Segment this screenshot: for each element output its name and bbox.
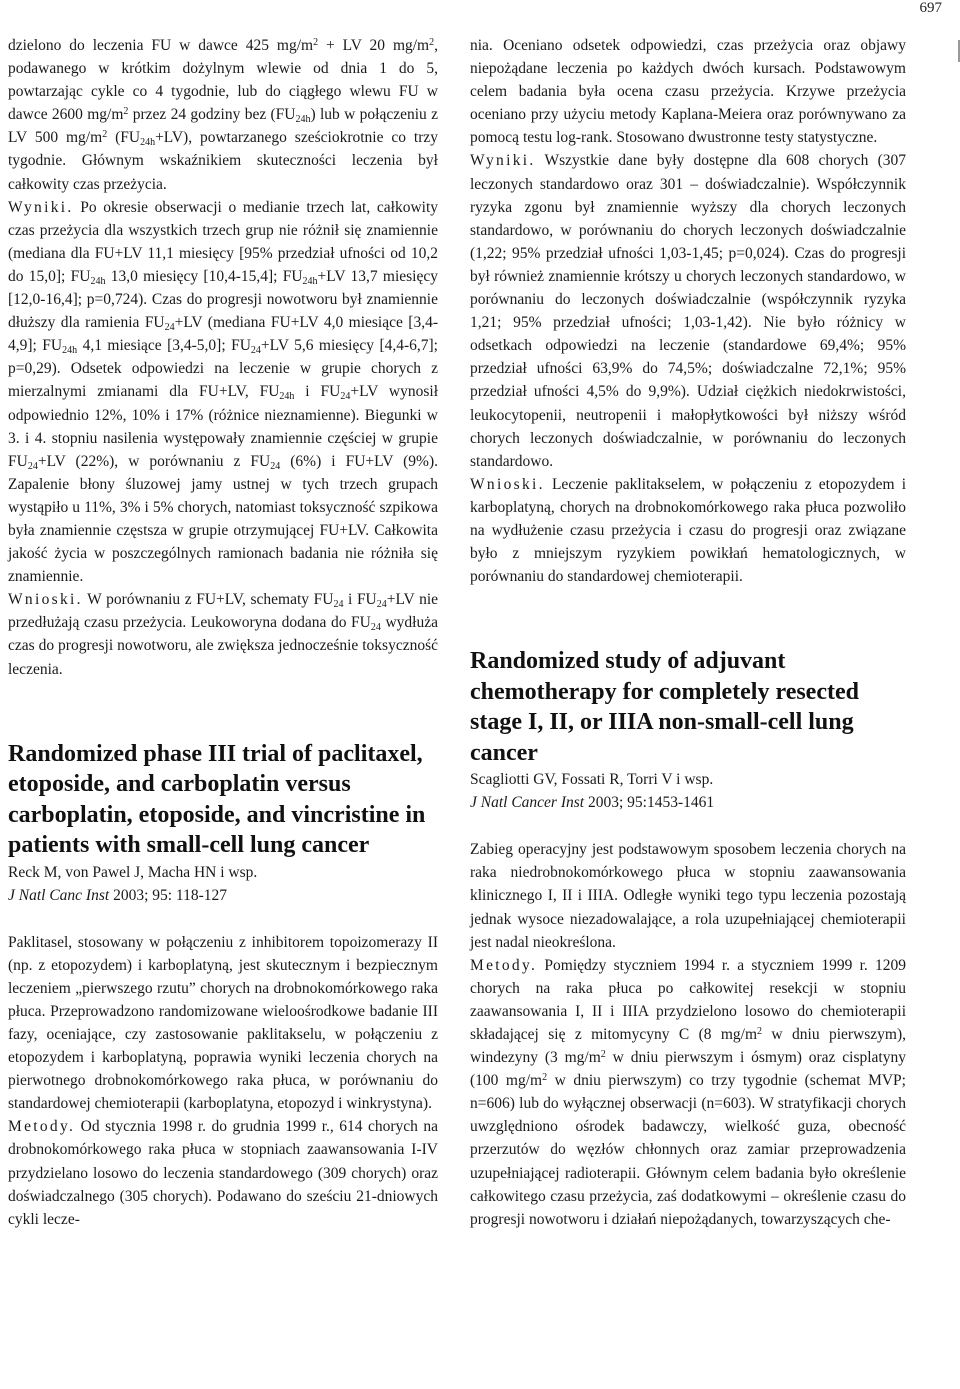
right-paragraph-conclusions (470, 473, 906, 588)
methods-label: Metody. (8, 1118, 76, 1136)
results-text: Wszystkie dane były dostępne dla 608 chorych (307 leczonych standardowo oraz 301 – doświadczalnie). Współczynnik ryzyka zgonu był znamiennie wyższy dla chorych leczonych standardowo, w porównaniu do chorych leczonych doświadczalnie (1,22; 95% przedział ufności 1,03-1,45; p=0,024). Czas do progresji był również znamiennie krótszy u chorych leczonych standardowo, w porównaniu do leczonych doświadczalnie (współczynnik ryzyka 1,21; 95% przedział ufności; 1,03-1,42). Nie było różnicy w odsetkach odpowiedzi na leczenie (standardowe 69,4%; 95% przedział ufności 63,9% do 74,5%; doświadczalne 72,1%; 95% przedział ufności 4,5% do 9,9%). Udział ciężkich niedokrwistości, leukocytopenii, neutropenii i małopłytkowości był niższy wśród chorych leczonych doświadczalnie, w porównaniu do leczonych standardowo. (470, 152, 906, 470)
results-label: Wyniki. (470, 152, 536, 170)
article-citation (470, 791, 906, 814)
article-authors: Scagliotti GV, Fossati R, Torri V i wsp. (470, 771, 714, 789)
conclusions-label: Wnioski. (470, 475, 545, 493)
citation-details: 2003; 95: 118-127 (113, 886, 228, 904)
page-number: 697 (919, 0, 942, 16)
article-intro: Paklitasel, stosowany w połączeniu z inhibitorem topoizomerazy II (np. z etopozydem) i karboplatyną, jest skutecznym i bezpiecznym leczeniem „pierwszego rzutu” chorych na drobnokomórkowego raka płuca. Przeprowadzono randomizowane wieloośrodkowe badanie III fazy, oceniające, czy zastosowanie paklitakselu, w połączeniu z etopozydem i karboplatyną, poprawia wyniki leczenia chorych na pierwotnego drobnokomórkowego raka płuca, w porównaniu do standardowej chemioterapii (karboplatyna, etopozyd i winkrystyna). (8, 933, 438, 1113)
methods-text: Pomiędzy styczniem 1994 r. a styczniem 1999 r. 1209 chorych na raka płuca po całkowitej resekcji w stopniu zaawansowania I, II i IIIA przydzielono losowo do chemioterapii składającej się z mitomycyny C (8 $mg/m^2$ w dniu pierwszym), windezyny (3 $mg/m^2$ w dniu pierwszym i ósmym) oraz cisplatyny (100 $mg/m^2$ w dniu pierwszym) co trzy tygodnie (schemat MVP; n=606) lub do wyłącznej obserwacji (n=603). W stratyfikacji chorych uwzględniono ośrodek badawczy, wielkość guza, obecność przerzutów do węzłów chłonnych oraz zamiar przeprowadzenia uzupełniającej radioterapii. Głównym celem badania było określenie całkowitego czasu przeżycia, zaś dodatkowymi – określenie czasu do progresji nowotworu i działań niepożądanych, towarzyszących che- (470, 956, 907, 1228)
right-paragraph-results (470, 149, 906, 472)
conclusions-label: Wnioski. (8, 591, 83, 609)
article-title: Randomized study of adjuvant chemotherapy for completely resected stage I, II, or IIIA non-small-cell lung cancer (470, 648, 859, 766)
right-paragraph-1: nia. Oceniano odsetek odpowiedzi, czas przeżycia oraz objawy niepożądane leczenia po każdych dwóch kursach. Podstawowym celem badania była ocena czasu przeżycia. Krzywe przeżycia oceniano przy użyciu metody Kaplana-Meiera oraz porównywano za pomocą testu log-rank. Stosowano dwustronne testy statystyczne. (470, 37, 906, 147)
results-text: Po okresie obserwacji o medianie trzech lat, całkowity czas przeżycia dla wszystkich trzech grup nie różnił się znamiennie (mediana dla FU+LV 11,1 miesięcy [95% przedział ufności od 10,2 do 15,0]; $FU_{24h}$ 13,0 miesięcy [10,4-15,4]; $FU_{24h}+LV$ 13,7 miesięcy [12,0-16,4]; p=0,724). Czas do progresji nowotworu był znamiennie dłuższy dla ramienia $FU_{24}+LV$ (mediana FU+LV 4,0 miesiące [3,4-4,9]; $FU_{24h}$ 4,1 miesiące [3,4-5,0]; $FU_{24}+LV$ 5,6 miesięcy [4,4-6,7]; p=0,29). Odsetek odpowiedzi na leczenie w grupie chorych z mierzalnymi zmianami dla FU+LV, $FU_{24h}$ i $FU_{24}+LV$ wynosił odpowiednio 12%, 10% i 17% (różnice nieznamienne). Biegunki w 3. i 4. stopniu nasilenia występowały znamiennie częściej w grupie $FU_{24}+LV$ (22%), w porównaniu z $FU_{24}$ (6%) i FU+LV (9%). Zapalenie błony śluzowej jamy ustnej w tych trzech grupach wystąpiło u 11%, 3% i 5% chorych, natomiast toksyczność szpikowa była znamiennie częstsza w grupie otrzymującej FU+LV. Całkowita jakość życia w poszczególnych ramionach badania nie różniła się znamiennie. (8, 198, 439, 586)
article-title: Randomized phase III trial of paclitaxel, etoposide, and carboplatin versus carboplatin, etoposide, and vincristine in patients with small-cell lung cancer (8, 740, 426, 859)
conclusions-text: W porównaniu z FU+LV, schematy $FU_{24}$ i $FU_{24}+LV$ nie przedłużają czasu przeżycia. Leukoworyna dodana do $FU_{24}$ wydłuża czas do progresji nowotworu, ale zwiększa jednocześnie toksyczność leczenia. (8, 591, 439, 678)
methods-text: Od stycznia 1998 r. do grudnia 1999 r., 614 chorych na drobnokomórkowego raka płuca w stopniach zaawansowania I-IV przydzielano losowo do leczenia standardowego (309 chorych) oraz doświadczalnego (305 chorych). Podawano do sześciu 21-dniowych cykli lecze- (8, 1118, 439, 1228)
left-paragraph-1: dzielono do leczenia FU w dawce 425 $mg/m^2$ + LV 20 $mg/m^2$, podawanego w krótkim dożylnym wlewie od dnia 1 do 5, powtarzając cykle co 4 tygodnie, lub do ciągłego wlewu FU w dawce 2600 $mg/m^2$ przez 24 godziny bez $(FU_{24h})$ lub w połączeniu z LV 500 $mg/m^2$ $(FU_{24h}+LV)$, powtarzanego sześciokrotnie co trzy tygodnie. Głównym wskaźnikiem skuteczności leczenia był całkowity czas przeżycia. (8, 37, 438, 193)
article-citation (8, 884, 438, 907)
left-column (8, 34, 438, 1231)
citation-details: 2003; 95:1453-1461 (587, 794, 715, 812)
left-paragraph-conclusions (8, 588, 438, 680)
journal-name: J Natl Cancer Inst (470, 794, 585, 812)
article-methods (470, 954, 906, 1231)
right-column (470, 34, 906, 1231)
article-authors: Reck M, von Pawel J, Macha HN i wsp. (8, 863, 258, 881)
results-label: Wyniki. (8, 198, 74, 216)
article-methods (8, 1115, 438, 1230)
conclusions-text: Leczenie paklitakselem, w połączeniu z etopozydem i karboplatyną, chorych na drobnokomórkowego raka płuca pozwoliło na wydłużenie czasu przeżycia i czasu do progresji oraz związane było z mniejszym ryzykiem powikłań hematologicznych, w porównaniu do standardowej chemioterapii. (470, 475, 906, 586)
left-paragraph-results (8, 196, 438, 589)
article-intro: Zabieg operacyjny jest podstawowym sposobem leczenia chorych na raka niedrobnokomórkowego płuca w stopniu zaawansowania klinicznego I, II i IIIA. Odległe wyniki tego typu leczenia pozostają jednak wysoce niezadowalające, a rola uzupełniającej chemioterapii jest nadal nieokreślona. (470, 841, 906, 951)
methods-label: Metody. (470, 956, 538, 974)
journal-name: J Natl Canc Inst (8, 886, 110, 904)
